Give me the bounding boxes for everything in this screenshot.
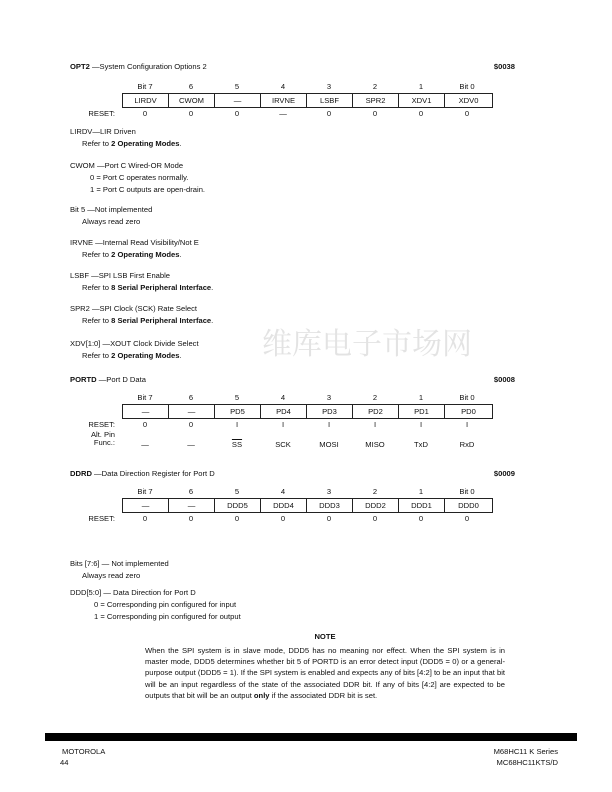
alt-pin-function: —	[141, 440, 149, 449]
bit-number: 3	[326, 487, 332, 496]
reset-value: 0	[464, 109, 470, 118]
bit-number: 6	[188, 487, 194, 496]
bit-number-row	[60, 82, 500, 93]
reset-value: I	[373, 420, 377, 429]
bit-field: DDD5	[215, 499, 261, 512]
bit-number: 4	[280, 82, 286, 91]
reset-label: RESET:	[88, 514, 115, 523]
alt-pin-function: MOSI	[319, 440, 339, 449]
bit-field: LSBF	[307, 94, 353, 107]
bit-number: 3	[326, 393, 332, 402]
reset-value: 0	[418, 514, 424, 523]
reset-label: RESET:	[88, 420, 115, 429]
watermark: 维库电子市场网	[262, 327, 472, 362]
bit-number: 1	[418, 487, 424, 496]
bit-field: XDV1	[399, 94, 445, 107]
bit-field: XDV0	[458, 96, 479, 105]
bit-field: PD5	[215, 405, 261, 418]
bit-field: PD1	[399, 405, 445, 418]
bit-field: DDD2	[353, 499, 399, 512]
ddrd-register-table	[60, 487, 500, 525]
reset-value: 0	[142, 514, 148, 523]
reset-value: 0	[188, 514, 194, 523]
cwom-description: CWOM —Port C Wired-OR Mode 0 = Port C operates normally. 1 = Port C outputs are open-drain.	[70, 161, 206, 194]
lirdv-description: LIRDV—LIR Driven Refer to 2 Operating Modes.	[70, 127, 182, 148]
alt-pin-label-line1: Alt. Pin	[90, 430, 115, 439]
ddrd-title: DDRD —Data Direction Register for Port D	[70, 469, 215, 478]
bit-number: 6	[188, 82, 194, 91]
lsbf-description: LSBF —SPI LSB First Enable Refer to 8 Serial Peripheral Interface.	[70, 271, 214, 292]
field-box	[122, 93, 493, 108]
reset-value: 0	[326, 514, 332, 523]
reset-value: 0	[372, 514, 378, 523]
bit-field: LIRDV	[123, 94, 169, 107]
reset-value: 0	[234, 514, 240, 523]
bit-field: —	[215, 94, 261, 107]
bit-number: 5	[234, 82, 240, 91]
reset-value: 0	[142, 109, 148, 118]
bit-number: 1	[418, 82, 424, 91]
spr2-description: SPR2 —SPI Clock (SCK) Rate Select Refer to 8 Serial Peripheral Interface.	[70, 304, 214, 325]
bit-field: —	[123, 499, 169, 512]
bit-number-row	[60, 487, 500, 498]
reset-value: 0	[188, 109, 194, 118]
opt2-register-table	[60, 82, 500, 120]
bit-field: PD0	[461, 407, 476, 416]
ddd-description: DDD[5:0] — Data Direction for Port D 0 = Corresponding pin configured for input 1 = Corresponding pin configured for output	[70, 588, 241, 621]
bit-field: IRVNE	[261, 94, 307, 107]
bit-field: —	[123, 405, 169, 418]
portd-register-table	[60, 393, 500, 451]
field-box	[122, 404, 493, 419]
bit-field: —	[169, 405, 215, 418]
bit-field: PD3	[307, 405, 353, 418]
reset-value: 0	[280, 514, 286, 523]
footer-series: M68HC11 K Series	[493, 747, 558, 756]
alt-pin-label-line2: Func.:	[93, 438, 115, 447]
ddrd-address: $0009	[493, 469, 515, 478]
alt-pin-label	[60, 431, 115, 447]
reset-value: I	[281, 420, 285, 429]
field-row	[60, 498, 500, 513]
bit-field: DDD0	[458, 501, 479, 510]
reset-value: I	[327, 420, 331, 429]
bit-number: 4	[280, 393, 286, 402]
reset-row	[60, 420, 500, 431]
bit-number: 1	[418, 393, 424, 402]
reset-value: —	[279, 109, 287, 118]
bit-field: PD2	[353, 405, 399, 418]
note-text: When the SPI system is in slave mode, DDD5 has no meaning nor effect. When the SPI system is in master mode, DDD5 determines whether bit 5 of PORTD is an error detect input (DDD5 = 0) or a general-purpose output (DDD5 = 1). If the SPI system is enabled and expects any of bits [4:2] to be an input that bit will be an input regardless of the state of the associated DDR bit. If any of bits [4:2] are expected to be outputs that bit will be an output only if the associated DDR bit is set.	[145, 646, 505, 700]
bit-field: DDD4	[261, 499, 307, 512]
reset-value: 0	[188, 420, 194, 429]
reset-value: 0	[418, 109, 424, 118]
bit-number: Bit 0	[459, 393, 475, 402]
bit-field: CWOM	[169, 94, 215, 107]
reset-value: 0	[464, 514, 470, 523]
bit-number: 2	[372, 487, 378, 496]
bit-number: 2	[372, 393, 378, 402]
footer-rule	[45, 733, 577, 741]
bit-field: DDD1	[399, 499, 445, 512]
bit-number: 4	[280, 487, 286, 496]
bits76-description: Bits [7:6] — Not implemented Always read zero	[70, 559, 169, 580]
bit-number: 3	[326, 82, 332, 91]
portd-title: PORTD —Port D Data	[70, 375, 146, 384]
alt-pin-row	[60, 431, 500, 451]
bit-field: —	[169, 499, 215, 512]
reset-label: RESET:	[88, 109, 115, 118]
bit-number: Bit 7	[137, 487, 153, 496]
bit-number: 2	[372, 82, 378, 91]
field-row	[60, 404, 500, 419]
bit-number: 5	[234, 487, 240, 496]
bit-number: 5	[234, 393, 240, 402]
reset-value: 0	[142, 420, 148, 429]
portd-address: $0008	[493, 375, 515, 384]
bit-field: PD4	[261, 405, 307, 418]
reset-value: I	[235, 420, 239, 429]
irvne-description: IRVNE —Internal Read Visibility/Not E Refer to 2 Operating Modes.	[70, 238, 199, 259]
bit-field: DDD3	[307, 499, 353, 512]
bit-number: Bit 7	[137, 393, 153, 402]
bit-number-row	[60, 393, 500, 404]
reset-value: I	[465, 420, 469, 429]
bit-field: SPR2	[353, 94, 399, 107]
note-heading: NOTE	[314, 632, 336, 641]
bit5-description: Bit 5 —Not implemented Always read zero	[70, 205, 153, 226]
reset-value: 0	[326, 109, 332, 118]
alt-pin-function: —	[187, 440, 195, 449]
alt-pin-function: $\overline{SS}$	[231, 440, 243, 449]
bit-number: Bit 7	[137, 82, 153, 91]
field-row	[60, 93, 500, 108]
xdv-description: XDV[1:0] —XOUT Clock Divide Select Refer to 2 Operating Modes.	[70, 339, 199, 360]
field-box	[122, 498, 493, 513]
alt-pin-function: SCK	[275, 440, 291, 449]
reset-row	[60, 514, 500, 525]
reset-value: 0	[234, 109, 240, 118]
alt-pin-function: TxD	[414, 440, 428, 449]
bit-number: 6	[188, 393, 194, 402]
reset-value: 0	[372, 109, 378, 118]
reset-row	[60, 109, 500, 120]
page-number: 44	[60, 758, 69, 767]
footer-company: MOTOROLA	[62, 747, 106, 756]
bit-number: Bit 0	[459, 487, 475, 496]
alt-pin-function: MISO	[365, 440, 385, 449]
alt-pin-function: RxD	[459, 440, 475, 449]
bit-number: Bit 0	[459, 82, 475, 91]
opt2-title: OPT2 —System Configuration Options 2	[70, 62, 207, 71]
reset-value: I	[419, 420, 423, 429]
opt2-address: $0038	[493, 62, 515, 71]
footer-doc-id: MC68HC11KTS/D	[496, 758, 558, 767]
